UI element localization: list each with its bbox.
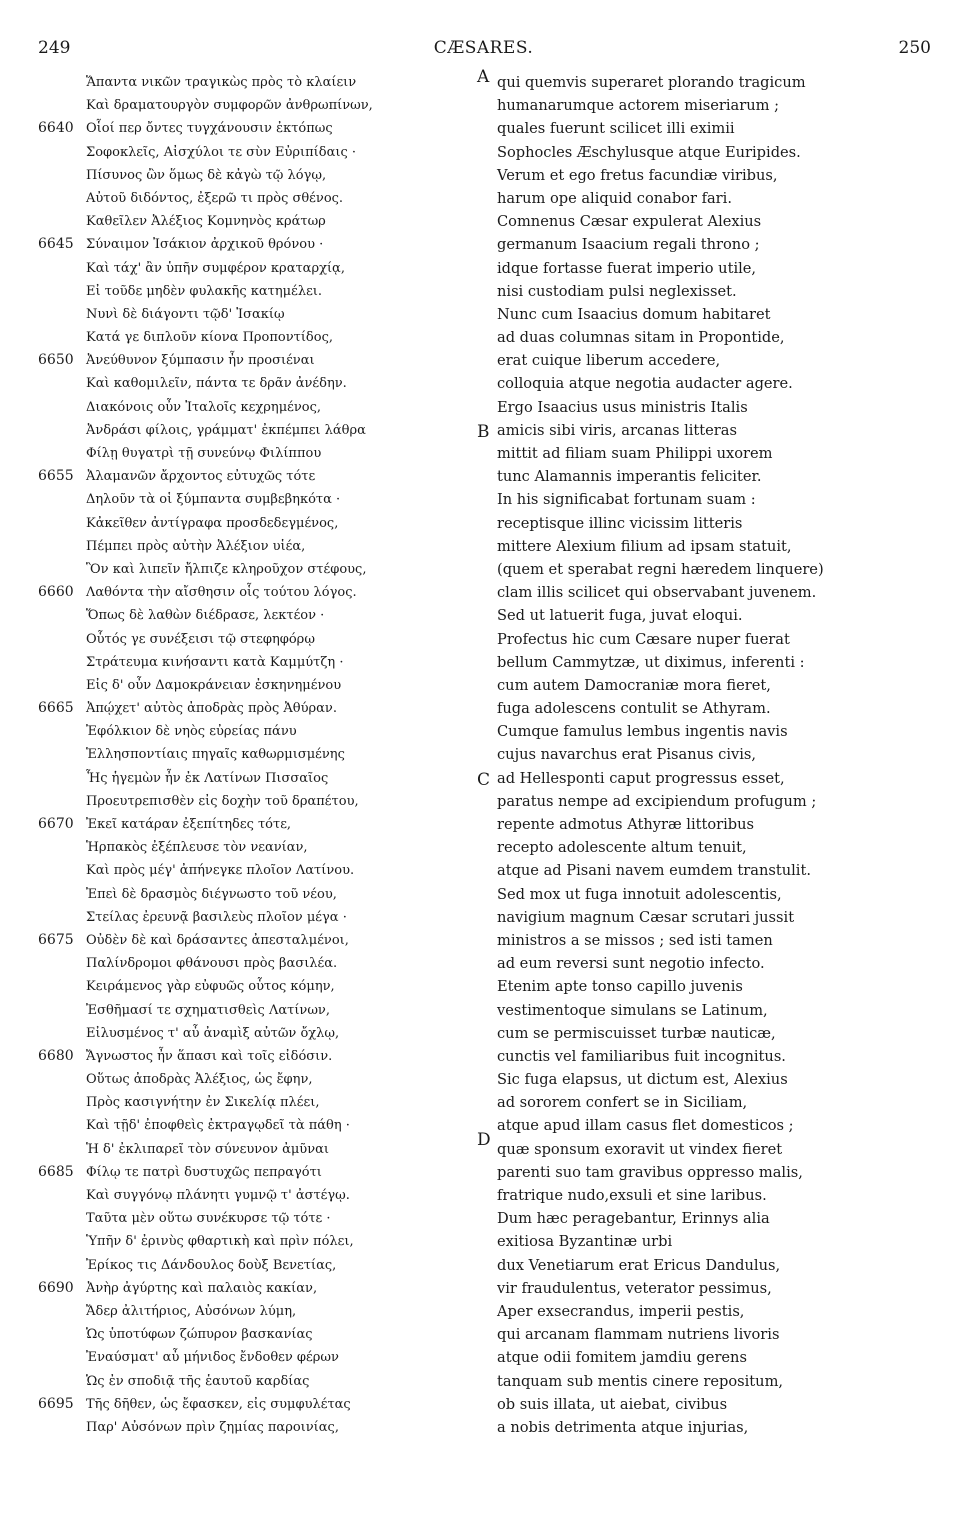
- greek-verse-line: [28, 210, 478, 233]
- greek-verse-text: Κειράμενος γὰρ εὐφυῶς οὗτος κόμην,: [86, 979, 335, 995]
- greek-verse-text: Ἄγνωστος ἦν ἅπασι καὶ τοῖς εἰδόσιν.: [86, 1048, 333, 1064]
- verse-line-number: 6685: [38, 1163, 74, 1180]
- greek-verse-line: [28, 349, 478, 372]
- latin-translation-text: Sed mox ut fuga innotuit adolescentis,: [497, 885, 782, 903]
- greek-verse-text: Ἅπαντα νικῶν τραγικὼς πρὸς τὸ κλαίειν: [86, 75, 357, 90]
- greek-verse-line: [28, 1300, 478, 1323]
- greek-verse-text: Τῆς δῆθεν, ὡς ἔφασκεν, εἰς συμφυλέτας: [86, 1396, 351, 1412]
- greek-verse-text: Καθεῖλεν Ἀλέξιος Κομνηνὸς κράτωρ: [86, 214, 326, 230]
- latin-translation-line: [497, 628, 937, 651]
- greek-verse-text: Πέμπει πρὸς αὐτὴν Ἀλέξιον υἱέα,: [86, 538, 306, 554]
- greek-verse-text: Στράτευμα κινήσαντι κατὰ Καμμύτζη ·: [86, 654, 344, 670]
- latin-translation-line: [497, 767, 937, 790]
- greek-verse-line: [28, 1114, 478, 1137]
- latin-translation-line: [497, 1230, 937, 1253]
- latin-translation-text: atque odii fomitem jamdiu gerens: [497, 1349, 747, 1367]
- greek-verse-text: Δηλοῦν τὰ οἱ ξύμπαντα συμβεβηκότα ·: [86, 492, 341, 508]
- greek-verse-line: [28, 975, 478, 998]
- latin-translation-line: [497, 303, 937, 326]
- latin-translation-text: colloquia atque negotia audacter agere.: [497, 375, 793, 393]
- latin-translation-text: quales fuerunt scilicet illi eximii: [497, 120, 735, 138]
- latin-translation-text: Sophocles Æschylusque atque Euripides.: [497, 143, 801, 161]
- latin-translation-line: [497, 419, 937, 442]
- latin-translation-text: atque apud illam casus flet domesticos ;: [497, 1117, 794, 1135]
- latin-translation-text: fratrique nudo,exsuli et sine laribus.: [497, 1187, 767, 1204]
- latin-translation-line: [497, 1393, 937, 1416]
- latin-translation-line: [497, 1300, 937, 1323]
- latin-translation-text: Sic fuga elapsus, ut dictum est, Alexius: [497, 1071, 788, 1089]
- latin-translation-text: vestimentoque simulans se Latinum,: [497, 1001, 768, 1019]
- latin-translation-line: [497, 372, 937, 395]
- latin-translation-line: [497, 1114, 937, 1137]
- latin-translation-line: [497, 1254, 937, 1277]
- greek-verse-text: Ἐκεῖ κατάραν ἐξεπίτηδες τότε,: [86, 817, 292, 832]
- greek-verse-line: [28, 1254, 478, 1277]
- greek-verse-line: [28, 952, 478, 975]
- latin-translation-line: [497, 187, 937, 210]
- greek-verse-text: Φίλῃ θυγατρὶ τῇ συνεύνῳ Φιλίππου: [86, 446, 322, 461]
- page-number-left: 249: [38, 38, 71, 58]
- greek-verse-line: [28, 674, 478, 697]
- greek-verse-line: [28, 790, 478, 813]
- greek-verse-line: [28, 1323, 478, 1346]
- greek-verse-text: Ἧς ἡγεμὼν ἦν ἐκ Λατίνων Πισσαῖος: [86, 770, 329, 786]
- latin-translation-line: [497, 1184, 937, 1207]
- greek-verse-text: Νυνὶ δὲ διάγοντι τῷδ' Ἰσακίῳ: [86, 306, 285, 322]
- latin-translation-line: [497, 535, 937, 558]
- greek-verse-line: [28, 71, 478, 94]
- latin-translation-line: [497, 1068, 937, 1091]
- verse-line-number: 6650: [38, 352, 74, 369]
- latin-translation-text: Verum et ego fretus facundiæ viribus,: [497, 166, 778, 184]
- greek-column: [28, 71, 478, 1439]
- latin-translation-text: a nobis detrimenta atque injurias,: [497, 1418, 749, 1436]
- latin-column: [497, 71, 937, 1439]
- greek-verse-text: Οὐδὲν δὲ καὶ δράσαντες ἀπεσταλμένοι,: [86, 932, 349, 948]
- greek-verse-line: [28, 396, 478, 419]
- greek-verse-line: [28, 1393, 478, 1416]
- greek-verse-text: Ἐναύσματ' αὖ μήνιδος ἔνδοθεν φέρων: [86, 1350, 339, 1366]
- verse-line-number: 6695: [38, 1395, 74, 1412]
- latin-translation-line: [497, 488, 937, 511]
- greek-verse-line: [28, 581, 478, 604]
- greek-verse-line: [28, 442, 478, 465]
- greek-verse-line: [28, 906, 478, 929]
- latin-translation-text: fuga adolescens contulit se Athyram.: [497, 700, 771, 718]
- latin-translation-text: repente admotus Athyræ littoribus: [497, 816, 755, 833]
- latin-translation-line: [497, 743, 937, 766]
- greek-verse-line: [28, 1346, 478, 1369]
- latin-translation-text: recepto adolescente altum tenuit,: [497, 839, 747, 857]
- latin-translation-line: [497, 929, 937, 952]
- latin-translation-line: [497, 326, 937, 349]
- latin-translation-text: quæ sponsum exoravit ut vindex fieret: [497, 1140, 783, 1158]
- greek-verse-line: [28, 859, 478, 882]
- greek-verse-text: Στείλας ἐρευνᾷ βασιλεὺς πλοῖον μέγα ·: [86, 909, 347, 925]
- greek-verse-text: Ἡρπακὸς ἐξέπλευσε τὸν νεανίαν,: [86, 840, 308, 856]
- latin-translation-text: cum autem Damocraniæ mora fieret,: [497, 676, 771, 694]
- greek-verse-text: Πίσυνος ὢν ὅμως δὲ κἀγὼ τῷ λόγῳ,: [86, 167, 327, 183]
- latin-translation-text: cujus navarchus erat Pisanus civis,: [497, 746, 757, 764]
- latin-translation-line: [497, 883, 937, 906]
- greek-verse-text: Καὶ δραματουργὸν συμφορῶν ἀνθρωπίνων,: [86, 98, 373, 114]
- latin-translation-text: humanarumque actorem miseriarum ;: [497, 97, 780, 115]
- greek-verse-line: [28, 883, 478, 906]
- greek-verse-text: Αὐτοῦ διδόντος, ἐξερῶ τι πρὸς σθένος.: [86, 190, 344, 206]
- greek-verse-line: [28, 280, 478, 303]
- greek-verse-line: [28, 117, 478, 140]
- latin-translation-text: Dum hæc peragebantur, Erinnys alia: [497, 1210, 770, 1228]
- greek-verse-text: Καὶ καθομιλεῖν, πάντα τε δρᾶν ἀνέδην.: [86, 376, 347, 392]
- greek-verse-line: [28, 372, 478, 395]
- verse-line-number: 6670: [38, 816, 74, 832]
- greek-verse-text: Πρὸς κασιγνήτην ἐν Σικελίᾳ πλέει,: [86, 1095, 320, 1111]
- greek-verse-text: Ὡς ὑποτύφων ζώπυρον βασκανίας: [86, 1327, 313, 1343]
- verse-line-number: 6665: [38, 700, 74, 717]
- greek-verse-line: [28, 512, 478, 535]
- latin-translation-line: [497, 952, 937, 975]
- greek-verse-line: [28, 1022, 478, 1045]
- greek-verse-text: Φίλῳ τε πατρὶ δυστυχῶς πεπραγότι: [86, 1164, 322, 1180]
- latin-translation-text: receptisque illinc vicissim litteris: [497, 514, 743, 532]
- greek-verse-line: [28, 419, 478, 442]
- latin-translation-text: parenti suo tam gravibus oppresso malis,: [497, 1163, 803, 1181]
- latin-translation-line: [497, 859, 937, 882]
- greek-verse-line: [28, 1138, 478, 1161]
- greek-verse-text: Εἰ τοῦδε μηδὲν φυλακῆς κατημέλει.: [86, 283, 323, 299]
- greek-verse-text: Ὡς ἐν σποδιᾷ τῆς ἑαυτοῦ καρδίας: [86, 1373, 310, 1389]
- latin-translation-text: mittere Alexium filium ad ipsam statuit,: [497, 537, 792, 555]
- greek-verse-text: Ἄδερ ἀλιτήριος, Αὐσόνων λύμη,: [86, 1303, 297, 1319]
- greek-verse-text: Λαθόντα τὴν αἴσθησιν οἷς τούτου λόγος.: [86, 585, 357, 601]
- greek-verse-line: [28, 558, 478, 581]
- latin-translation-line: [497, 1207, 937, 1230]
- greek-verse-text: Ὃν καὶ λιπεῖν ἤλπιζε κληροῦχον στέφους,: [86, 561, 367, 577]
- latin-translation-line: [497, 233, 937, 256]
- greek-verse-text: Ὑπῆν δ' ἐρινὺς φθαρτικὴ καὶ πρὶν πόλει,: [86, 1234, 354, 1250]
- latin-translation-text: ministros a se missos ; sed isti tamen: [497, 931, 773, 949]
- latin-translation-text: cunctis vel familiaribus fuit incognitus.: [497, 1047, 786, 1065]
- greek-verse-text: Ἀλαμανῶν ἄρχοντος εὐτυχῶς τότε: [86, 469, 316, 485]
- greek-verse-text: Ἐπεὶ δὲ δρασμὸς διέγνωστο τοῦ νέου,: [86, 886, 337, 902]
- greek-verse-line: [28, 1416, 478, 1439]
- latin-translation-line: [497, 442, 937, 465]
- latin-translation-text: bellum Cammytzæ, ut diximus, inferenti :: [497, 653, 805, 671]
- greek-verse-text: Σύναιμον Ἰσάκιον ἀρχικοῦ θρόνου ·: [86, 237, 324, 253]
- greek-verse-text: Καὶ πρὸς μέγ' ἀπήνεγκε πλοῖον Λατίνου.: [86, 863, 355, 879]
- latin-translation-text: erat cuique liberum accedere,: [497, 352, 721, 370]
- verse-line-number: 6640: [38, 120, 74, 137]
- latin-translation-text: Comnenus Cæsar expulerat Alexius: [497, 213, 762, 231]
- greek-verse-text: Παλίνδρομοι φθάνουσι πρὸς βασιλέα.: [86, 956, 338, 972]
- section-marker-d: D: [477, 1130, 491, 1150]
- latin-translation-line: [497, 465, 937, 488]
- greek-verse-line: [28, 187, 478, 210]
- greek-verse-line: [28, 929, 478, 952]
- greek-verse-text: Σοφοκλεῖς, Αἰσχύλοι τε σὺν Εὐριπίδαις ·: [86, 144, 357, 160]
- greek-verse-line: [28, 836, 478, 859]
- latin-translation-line: [497, 720, 937, 743]
- latin-translation-text: exitiosa Byzantinæ urbi: [497, 1233, 673, 1251]
- greek-verse-text: Κατά γε διπλοῦν κίονα Προποντίδος,: [86, 330, 333, 346]
- greek-verse-text: Καὶ τῇδ' ἐποφθεὶς ἐκτραγῳδεῖ τὰ πάθη ·: [86, 1118, 350, 1134]
- latin-translation-text: clam illis scilicet qui observabant juvenem.: [497, 584, 817, 602]
- greek-verse-line: [28, 1230, 478, 1253]
- greek-verse-line: [28, 257, 478, 280]
- greek-verse-line: [28, 465, 478, 488]
- latin-translation-text: Nunc cum Isaacius domum habitaret: [497, 305, 771, 323]
- latin-translation-text: Aper exsecrandus, imperii pestis,: [497, 1302, 745, 1320]
- greek-verse-text: Ἡ δ' ἐκλιπαρεῖ τὸν σύνευνον ἀμῦναι: [86, 1141, 329, 1157]
- greek-verse-text: Ταῦτα μὲν οὕτω συνέκυρσε τῷ τότε ·: [86, 1211, 331, 1227]
- latin-translation-line: [497, 512, 937, 535]
- greek-verse-line: [28, 233, 478, 256]
- latin-translation-text: ad Hellesponti caput progressus esset,: [497, 769, 785, 787]
- latin-translation-text: atque ad Pisani navem eumdem transtulit.: [497, 862, 811, 880]
- greek-verse-text: Εἰλυσμένος τ' αὖ ἀναμὶξ αὐτῶν ὄχλῳ,: [86, 1025, 340, 1041]
- verse-line-number: 6645: [38, 236, 74, 253]
- latin-translation-line: [497, 1277, 937, 1300]
- latin-translation-line: [497, 71, 937, 94]
- latin-translation-text: (quem et sperabat regni hæredem linquere): [497, 560, 824, 578]
- greek-verse-text: Ἐφόλκιον δὲ νηὸς εὐρείας πάνυ: [86, 724, 297, 740]
- latin-translation-line: [497, 1091, 937, 1114]
- latin-translation-line: [497, 836, 937, 859]
- latin-translation-text: tunc Alamannis imperantis feliciter.: [497, 468, 762, 486]
- latin-translation-text: Profectus hic cum Cæsare nuper fuerat: [497, 630, 790, 648]
- latin-translation-line: [497, 674, 937, 697]
- greek-verse-line: [28, 628, 478, 651]
- section-marker-a: A: [477, 67, 490, 87]
- greek-verse-text: Καὶ συγγόνῳ πλάνητι γυμνῷ τ' ἀστέγῳ.: [86, 1188, 350, 1203]
- verse-line-number: 6680: [38, 1047, 74, 1064]
- latin-translation-text: germanum Isaacium regali throno ;: [497, 236, 760, 254]
- latin-translation-line: [497, 1045, 937, 1068]
- greek-verse-text: Εἰς δ' οὖν Δαμοκράνειαν ἐσκηνημένου: [86, 677, 342, 693]
- latin-translation-line: [497, 117, 937, 140]
- greek-verse-text: Ἀνὴρ ἀγύρτης καὶ παλαιὸς κακίαν,: [86, 1280, 318, 1296]
- greek-verse-line: [28, 535, 478, 558]
- greek-verse-text: Προευτρεπισθὲν εἰς δοχὴν τοῦ δραπέτου,: [86, 793, 359, 809]
- greek-verse-line: [28, 94, 478, 117]
- greek-verse-line: [28, 604, 478, 627]
- greek-verse-text: Καὶ τάχ' ἂν ὑπῆν συμφέρον κραταρχίᾳ,: [86, 260, 345, 276]
- latin-translation-line: [497, 210, 937, 233]
- latin-translation-text: Etenim apte tonso capillo juvenis: [497, 978, 743, 996]
- greek-verse-line: [28, 999, 478, 1022]
- greek-verse-text: Ἑλλησποντίαις πηγαῖς καθωρμισμένης: [86, 747, 345, 763]
- page-header: [0, 38, 967, 64]
- latin-translation-text: paratus nempe ad excipiendum profugum ;: [497, 792, 817, 810]
- greek-verse-line: [28, 767, 478, 790]
- section-marker-c: C: [477, 770, 491, 790]
- latin-translation-line: [497, 1022, 937, 1045]
- greek-verse-text: Ἀνδράσι φίλοις, γράμματ' ἐκπέμπει λάθρα: [86, 422, 366, 438]
- verse-line-number: 6690: [38, 1279, 74, 1296]
- greek-verse-line: [28, 1068, 478, 1091]
- latin-translation-line: [497, 581, 937, 604]
- latin-translation-text: idque fortasse fuerat imperio utile,: [497, 259, 757, 277]
- greek-verse-text: Ἀπῴχετ' αὐτὸς ἀποδρὰς πρὸς Ἀθύραν.: [86, 701, 337, 717]
- latin-translation-line: [497, 697, 937, 720]
- greek-verse-text: Ὅπως δὲ λαθὼν διέδρασε, λεκτέον ·: [86, 608, 325, 624]
- latin-translation-line: [497, 813, 937, 836]
- verse-line-number: 6660: [38, 584, 74, 601]
- latin-translation-line: [497, 975, 937, 998]
- latin-translation-text: dux Venetiarum erat Ericus Dandulus,: [497, 1256, 781, 1274]
- latin-translation-text: tanquam sub mentis cinere repositum,: [497, 1372, 784, 1390]
- latin-translation-line: [497, 651, 937, 674]
- latin-translation-text: ad sororem confert se in Siciliam,: [497, 1094, 748, 1112]
- greek-verse-line: [28, 1184, 478, 1207]
- verse-line-number: 6655: [38, 468, 74, 485]
- greek-verse-line: [28, 326, 478, 349]
- latin-translation-text: Cumque famulus lembus ingentis navis: [497, 723, 788, 741]
- greek-verse-text: Ἐσθῆμασί τε σχηματισθεὶς Λατίνων,: [86, 1002, 330, 1018]
- greek-verse-line: [28, 1207, 478, 1230]
- greek-verse-line: [28, 720, 478, 743]
- latin-translation-line: [497, 604, 937, 627]
- latin-translation-line: [497, 1416, 937, 1439]
- latin-translation-line: [497, 558, 937, 581]
- greek-verse-line: [28, 1091, 478, 1114]
- latin-translation-text: nisi custodiam pulsi neglexisset.: [497, 282, 737, 300]
- greek-verse-line: [28, 164, 478, 187]
- latin-translation-line: [497, 790, 937, 813]
- greek-verse-text: Οὕτως ἀποδρὰς Ἀλέξιος, ὡς ἔφην,: [86, 1072, 313, 1088]
- latin-translation-text: vir fraudulentus, veterator pessimus,: [497, 1279, 772, 1297]
- greek-verse-line: [28, 141, 478, 164]
- section-marker-b: B: [477, 422, 490, 442]
- latin-translation-text: ad duas columnas sitam in Propontide,: [497, 329, 785, 347]
- latin-translation-line: [497, 349, 937, 372]
- latin-translation-text: qui quemvis superaret plorando tragicum: [497, 74, 806, 91]
- latin-translation-line: [497, 396, 937, 419]
- greek-verse-line: [28, 651, 478, 674]
- latin-translation-line: [497, 1346, 937, 1369]
- latin-translation-text: Sed ut latuerit fuga, juvat eloqui.: [497, 607, 743, 625]
- latin-translation-text: navigium magnum Cæsar scrutari jussit: [497, 908, 795, 926]
- greek-verse-line: [28, 488, 478, 511]
- latin-translation-line: [497, 1161, 937, 1184]
- latin-translation-text: harum ope aliquid conabor fari.: [497, 189, 732, 207]
- latin-translation-line: [497, 906, 937, 929]
- greek-verse-text: Οὗτός γε συνέξεισι τῷ στεφηφόρῳ: [86, 631, 315, 647]
- latin-translation-line: [497, 1138, 937, 1161]
- greek-verse-line: [28, 303, 478, 326]
- latin-translation-text: qui arcanam flammam nutriens livoris: [497, 1326, 780, 1344]
- latin-translation-line: [497, 141, 937, 164]
- latin-translation-text: amicis sibi viris, arcanas litteras: [497, 421, 737, 439]
- running-title: CÆSARES.: [433, 38, 534, 58]
- greek-verse-text: Ἐρίκος τις Δάνδουλος δοὺξ Βενετίας,: [86, 1257, 337, 1273]
- latin-translation-line: [497, 999, 937, 1022]
- latin-translation-text: cum se permiscuisset turbæ nauticæ,: [497, 1024, 776, 1042]
- latin-translation-text: Ergo Isaacius usus ministris Italis: [497, 398, 748, 416]
- latin-translation-line: [497, 164, 937, 187]
- verse-line-number: 6675: [38, 931, 74, 948]
- greek-verse-line: [28, 1045, 478, 1068]
- latin-translation-text: ad eum reversi sunt negotio infecto.: [497, 955, 765, 973]
- latin-translation-text: In his significabat fortunam suam :: [497, 491, 756, 509]
- greek-verse-text: Κἀκεῖθεν ἀντίγραφα προσδεδεγμένος,: [86, 515, 339, 531]
- greek-verse-line: [28, 1277, 478, 1300]
- latin-translation-line: [497, 1370, 937, 1393]
- latin-translation-text: ob suis illata, ut aiebat, civibus: [497, 1395, 728, 1413]
- greek-verse-line: [28, 697, 478, 720]
- latin-translation-line: [497, 257, 937, 280]
- greek-verse-text: Παρ' Αὐσόνων πρὶν ζημίας παροινίας,: [86, 1419, 339, 1435]
- greek-verse-line: [28, 813, 478, 836]
- latin-translation-line: [497, 280, 937, 303]
- latin-translation-text: mittit ad filiam suam Philippi uxorem: [497, 445, 773, 462]
- greek-verse-line: [28, 743, 478, 766]
- greek-verse-text: Ἀνεύθυνον ξύμπασιν ἦν προσιέναι: [86, 353, 315, 369]
- greek-verse-text: Διακόνοις οὖν Ἰταλοῖς κεχρημένος,: [86, 399, 322, 415]
- latin-translation-line: [497, 1323, 937, 1346]
- greek-verse-line: [28, 1161, 478, 1184]
- page-number-right: 250: [898, 38, 931, 58]
- greek-verse-text: Οἷοί περ ὄντες τυγχάνουσιν ἐκτόπως: [86, 121, 333, 137]
- greek-verse-line: [28, 1370, 478, 1393]
- latin-translation-line: [497, 94, 937, 117]
